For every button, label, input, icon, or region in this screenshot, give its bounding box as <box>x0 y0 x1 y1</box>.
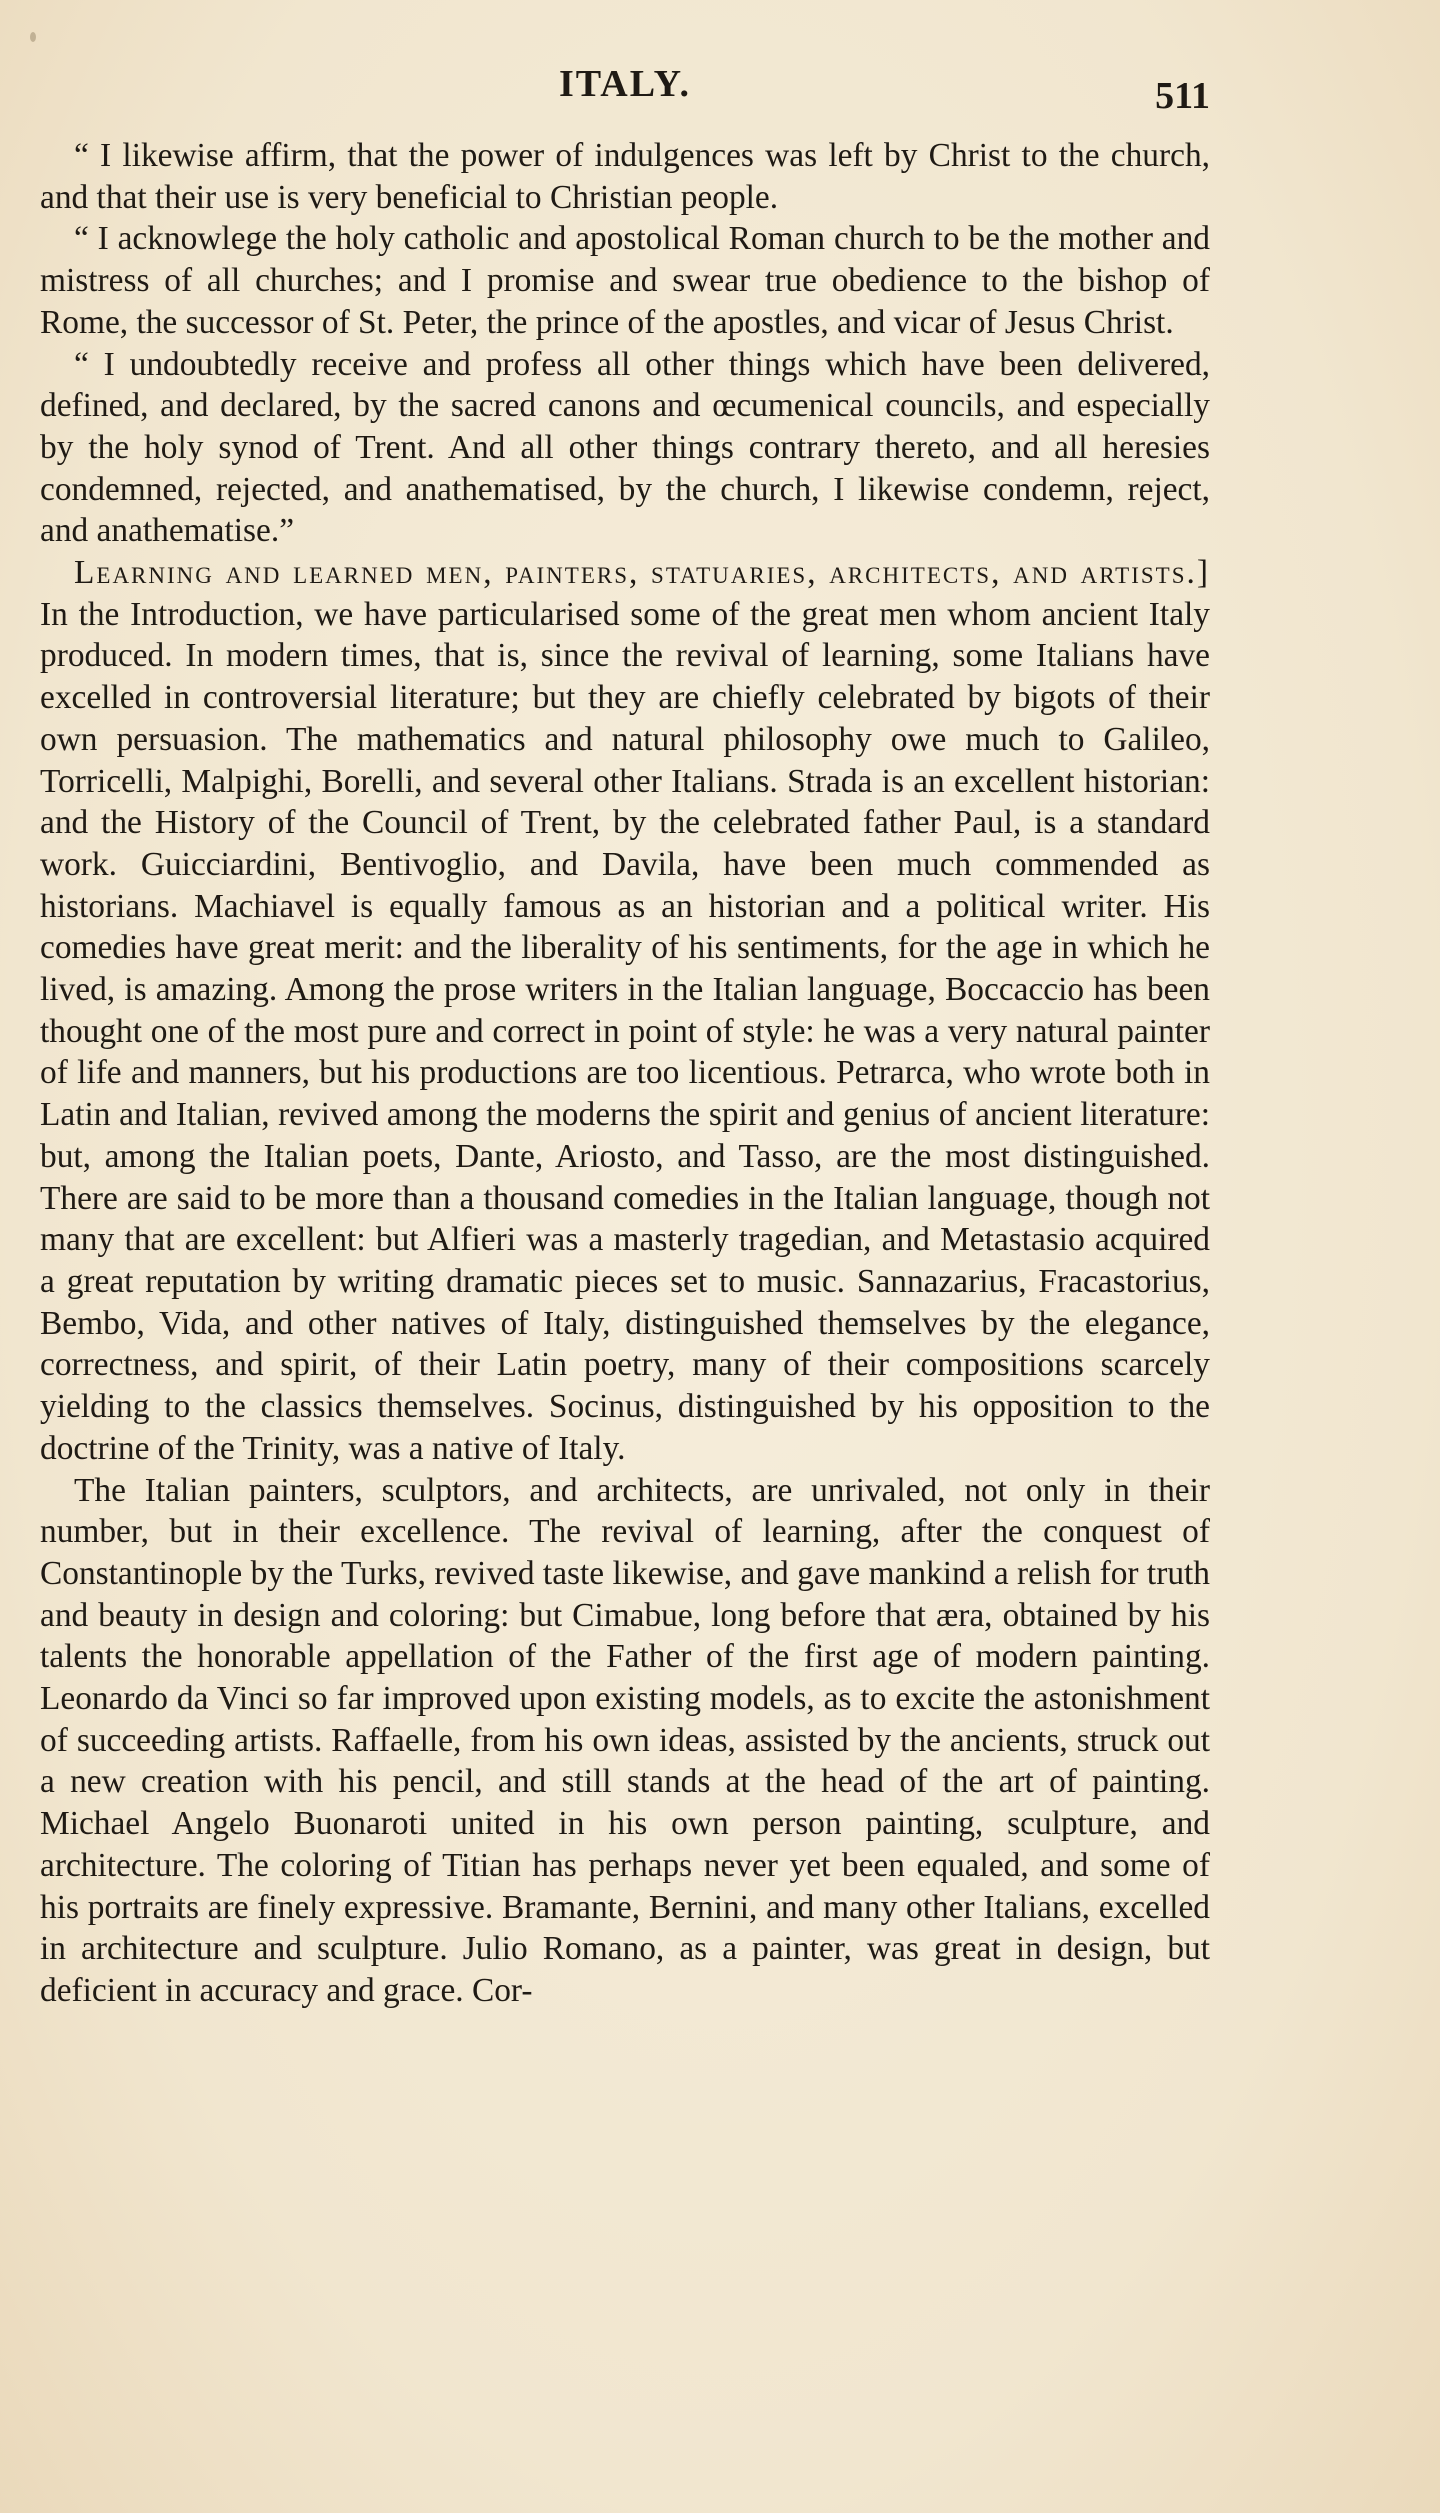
page-number: 511 <box>1155 75 1210 117</box>
paragraph-roman-church: “ I acknowlege the holy catholic and apostolical Roman church to be the mother and mistress of all churches; and I promise and swear true obedience to the bishop of Rome, the successor of St. Peter, the prince of the apostles, and vicar of Jesus Christ. <box>40 220 1210 341</box>
text-block <box>40 135 1210 2012</box>
page-header <box>40 62 1210 122</box>
paper-speck <box>30 32 36 42</box>
paragraph-learning <box>40 552 1210 1469</box>
section-heading: Learning and learned men, painters, statuaries, architects, and artists.] <box>74 554 1210 592</box>
running-head: ITALY. <box>558 63 692 105</box>
section-body: In the Introduction, we have particularised some of the great men whom ancient Italy produced. In modern times, that is, since the revival of learning, some Italians have excelled in controversial literature; but they are chiefly celebrated by bigots of their own persuasion. The mathematics and natural philosophy owe much to Galileo, Torricelli, Malpighi, Borelli, and several other Italians. Strada is an excellent historian: and the History of the Council of Trent, by the celebrated father Paul, is a standard work. Guicciardini, Bentivoglio, and Davila, have been much commended as historians. Machiavel is equally famous as an historian and a political writer. His comedies have great merit: and the liberality of his sentiments, for the age in which he lived, is amazing. Among the prose writers in the Italian language, Boccaccio has been thought one of the most pure and correct in point of style: he was a very natural painter of life and manners, but his productions are too licentious. Petrarca, who wrote both in Latin and Italian, revived among the moderns the spirit and genius of ancient literature: but, among the Italian poets, Dante, Ariosto, and Tasso, are the most distinguished. There are said to be more than a thousand comedies in the Italian language, though not many that are excellent: but Alfieri was a masterly tragedian, and Metastasio acquired a great reputation by writing dramatic pieces set to music. Sannazarius, Fracastorius, Bembo, Vida, and other natives of Italy, distinguished themselves by the elegance, correctness, and spirit, of their Latin poetry, many of their compositions scarcely yielding to the classics themselves. Socinus, distinguished by his opposition to the doctrine of the Trinity, was a native of Italy. <box>40 595 1210 1467</box>
paragraph-indulgences: “ I likewise affirm, that the power of indulgences was left by Christ to the church, and that their use is very beneficial to Christian people. <box>40 137 1210 216</box>
paragraph-synod-of-trent: “ I undoubtedly receive and profess all other things which have been delivered, defined, and declared, by the sacred canons and œcumenical councils, and especially by the holy synod of Trent. And all other things contrary thereto, and all heresies condemned, rejected, and anathematised, by the church, I likewise condemn, reject, and anathematise.” <box>40 345 1210 550</box>
paragraph-painters: The Italian painters, sculptors, and architects, are unrivaled, not only in their number, but in their excellence. The revival of learning, after the conquest of Constantinople by the Turks, revived taste likewise, and gave mankind a relish for truth and beauty in design and coloring: but Cimabue, long before that æra, obtained by his talents the honorable appellation of the Father of the first age of modern painting. Leonardo da Vinci so far improved upon existing models, as to excite the astonishment of succeeding artists. Raffaelle, from his own ideas, assisted by the ancients, struck out a new creation with his pencil, and still stands at the head of the art of painting. Michael Angelo Buonaroti united in his own person painting, sculpture, and architecture. The coloring of Titian has perhaps never yet been equaled, and some of his portraits are finely expressive. Bramante, Bernini, and many other Italians, excelled in architecture and sculpture. Julio Romano, as a painter, was great in design, but deficient in accuracy and grace. Cor- <box>40 1471 1210 2009</box>
